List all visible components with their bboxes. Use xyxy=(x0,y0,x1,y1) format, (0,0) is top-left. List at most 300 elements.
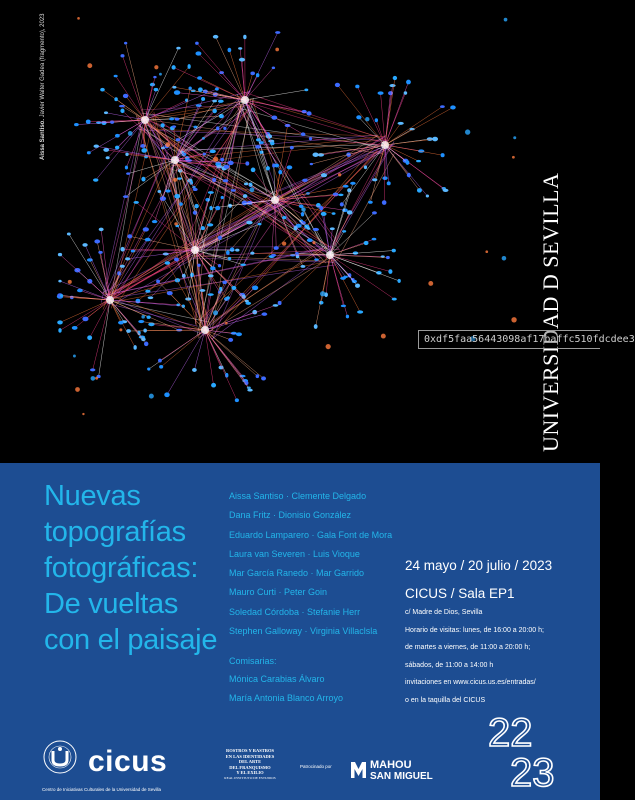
network-node xyxy=(192,368,197,372)
network-node xyxy=(405,160,409,165)
network-node xyxy=(343,185,349,188)
network-node xyxy=(313,228,319,231)
network-node xyxy=(152,220,158,223)
network-node xyxy=(285,124,291,127)
network-node xyxy=(175,278,180,282)
network-hub xyxy=(191,246,199,254)
network-node xyxy=(301,207,306,212)
artist-pair: Mauro Curti · Peter Goin xyxy=(229,587,328,598)
network-node xyxy=(98,251,102,254)
network-node xyxy=(230,247,235,252)
title-line: Nuevas xyxy=(44,480,141,512)
network-node xyxy=(392,249,396,253)
credit-artist: Aissa Santiso. xyxy=(40,118,46,160)
network-node xyxy=(144,342,148,347)
network-node xyxy=(123,94,128,98)
network-node xyxy=(173,178,177,182)
network-node xyxy=(338,173,341,176)
network-node xyxy=(223,179,229,182)
network-node xyxy=(198,87,203,92)
network-node xyxy=(347,210,353,214)
network-node xyxy=(60,294,63,297)
network-node xyxy=(147,368,150,371)
network-node xyxy=(100,88,105,92)
network-node xyxy=(174,257,179,261)
rostros-line: EN LAS IDENTIDADES xyxy=(225,753,275,759)
network-node xyxy=(126,172,130,174)
network-node xyxy=(256,374,259,378)
credit-work: Javier Walter Gadea (fragmento), 2023 xyxy=(40,13,46,118)
network-node xyxy=(382,200,387,205)
network-node xyxy=(208,274,214,277)
network-node xyxy=(321,173,327,177)
network-node xyxy=(127,234,132,238)
network-node xyxy=(246,221,252,225)
network-node xyxy=(87,335,92,340)
network-node xyxy=(174,90,180,95)
network-node xyxy=(382,176,387,180)
network-node xyxy=(153,76,156,78)
tickets-note: o en la taquilla del CICUS xyxy=(405,696,486,704)
network-node xyxy=(356,115,361,119)
network-node xyxy=(404,91,408,95)
exhibition-title xyxy=(44,478,219,658)
network-node xyxy=(172,86,176,89)
network-node xyxy=(227,48,231,53)
network-node xyxy=(218,100,224,103)
network-node xyxy=(335,83,340,87)
network-node xyxy=(120,109,124,114)
network-node xyxy=(398,122,404,125)
network-node xyxy=(271,254,276,257)
network-node xyxy=(333,192,339,196)
network-node xyxy=(87,151,91,154)
network-node xyxy=(282,216,286,219)
network-node xyxy=(120,265,125,268)
network-edges xyxy=(57,17,517,415)
network-node xyxy=(148,296,154,299)
network-node xyxy=(194,204,198,208)
hash-overlay-field[interactable]: 0xdf5faa56443098af17baffc510fdcdee3 xyxy=(418,330,600,349)
network-node xyxy=(141,315,145,319)
network-node xyxy=(216,126,219,130)
network-hub xyxy=(326,251,334,259)
cicus-subtitle: Centro de Iniciativas Culturales de la Universidad de Sevilla xyxy=(42,787,162,792)
network-node xyxy=(193,188,198,191)
mahou-text: MAHOU xyxy=(370,759,412,771)
network-hub xyxy=(201,326,209,334)
network-node xyxy=(115,146,119,150)
curator-name: Mónica Carabias Álvaro xyxy=(229,674,325,684)
network-node xyxy=(314,258,318,260)
network-node xyxy=(372,211,377,214)
network-node xyxy=(309,137,312,140)
network-node xyxy=(208,293,214,296)
network-node xyxy=(250,187,255,192)
network-node xyxy=(126,329,131,333)
network-node xyxy=(231,286,236,290)
network-node xyxy=(417,188,422,193)
network-node xyxy=(67,233,71,236)
network-node xyxy=(172,125,176,128)
network-node xyxy=(175,118,180,121)
network-node xyxy=(304,89,308,92)
network-node xyxy=(164,392,169,397)
network-node xyxy=(73,355,76,358)
network-node xyxy=(340,277,346,280)
network-node xyxy=(270,142,274,145)
network-node xyxy=(302,179,308,182)
hours-line: Horario de visitas: lunes, de 16:00 a 20:00 h; xyxy=(405,626,544,634)
artist-pair: Stephen Galloway · Virginia Villaclsla xyxy=(229,626,378,637)
photo-credit xyxy=(40,10,54,160)
curator-list xyxy=(229,674,343,712)
network-node xyxy=(513,136,516,139)
network-node xyxy=(332,212,336,215)
network-node xyxy=(119,328,122,331)
title-line: De vueltas xyxy=(44,588,179,620)
network-node xyxy=(274,246,279,250)
network-node xyxy=(223,127,226,130)
network-node xyxy=(242,201,248,206)
network-node xyxy=(94,239,100,243)
artist-pair: Dana Fritz · Dionisio González xyxy=(229,510,352,521)
network-node xyxy=(301,132,306,136)
network-node xyxy=(213,310,218,315)
network-node xyxy=(252,285,258,290)
network-node xyxy=(93,178,98,181)
mahou-m-icon xyxy=(350,759,367,779)
network-node xyxy=(82,413,84,415)
network-node xyxy=(228,257,231,260)
rostros-line: Y EL EXILIO xyxy=(236,770,264,775)
network-node xyxy=(165,142,170,147)
network-node xyxy=(125,166,128,170)
network-node xyxy=(224,165,230,169)
network-node xyxy=(313,241,316,244)
network-node xyxy=(364,165,367,169)
network-node xyxy=(416,160,421,162)
network-node xyxy=(174,222,177,225)
network-node xyxy=(68,280,72,284)
network-node xyxy=(278,170,282,175)
network-node xyxy=(256,73,260,77)
exhibition-dates: 24 mayo / 20 julio / 2023 xyxy=(405,558,553,573)
network-node xyxy=(321,212,327,216)
network-node xyxy=(258,223,262,226)
network-node xyxy=(251,168,256,173)
network-node xyxy=(441,153,445,157)
network-node xyxy=(179,202,183,205)
network-node xyxy=(262,312,268,315)
network-node xyxy=(228,161,234,166)
network-node xyxy=(341,305,346,308)
network-node xyxy=(195,42,199,45)
network-node xyxy=(282,241,286,245)
network-node xyxy=(504,18,508,22)
network-node xyxy=(95,377,98,380)
network-node xyxy=(106,156,110,159)
network-node xyxy=(58,253,62,256)
network-node xyxy=(427,137,433,141)
network-node xyxy=(119,105,125,108)
network-node xyxy=(245,161,249,165)
network-node xyxy=(273,304,279,307)
network-node xyxy=(218,236,222,240)
network-node xyxy=(426,195,429,198)
curator-name: María Antonia Blanco Arroyo xyxy=(229,693,344,703)
network-node xyxy=(158,359,162,363)
network-node xyxy=(72,326,78,330)
network-node xyxy=(238,47,242,50)
network-hub xyxy=(381,141,389,149)
rostros-logo xyxy=(213,748,287,781)
year-mark xyxy=(480,704,570,794)
university-seal-icon xyxy=(42,739,78,775)
network-node xyxy=(387,181,391,185)
network-node xyxy=(250,72,255,76)
network-node xyxy=(172,65,176,69)
network-node xyxy=(141,177,145,182)
network-node xyxy=(196,104,202,107)
university-name: UNIVERSIDAD D SEVILLA xyxy=(538,172,563,452)
network-node xyxy=(295,252,299,255)
network-node xyxy=(340,202,344,206)
network-node xyxy=(99,228,104,232)
rostros-line: DEL FRANQUISMO xyxy=(229,764,271,770)
network-node xyxy=(450,105,456,109)
network-node xyxy=(219,114,224,118)
network-node xyxy=(226,296,230,299)
mahou-logo xyxy=(350,756,433,786)
network-node xyxy=(75,387,80,392)
network-node xyxy=(87,63,92,68)
network-hub xyxy=(271,196,279,204)
network-node xyxy=(320,291,325,296)
network-node xyxy=(393,76,397,80)
artist-pair: Soledad Córdoba · Stefanie Herr xyxy=(229,606,361,617)
network-node xyxy=(82,317,88,322)
network-node xyxy=(120,54,124,57)
cicus-wordmark: cicus xyxy=(88,745,168,778)
network-node xyxy=(165,189,170,192)
network-node xyxy=(124,42,127,45)
network-node xyxy=(245,302,251,305)
network-node xyxy=(465,129,470,134)
network-node xyxy=(266,166,270,170)
network-node xyxy=(355,85,359,89)
network-node xyxy=(125,153,128,157)
network-node xyxy=(350,182,356,185)
network-node xyxy=(432,137,438,142)
network-node xyxy=(169,118,174,121)
network-node xyxy=(213,35,219,39)
network-node xyxy=(485,250,488,253)
network-node xyxy=(388,269,392,274)
network-node xyxy=(128,131,133,136)
artist-pair: Eduardo Lamparero · Gala Font de Mora xyxy=(229,529,393,540)
network-node xyxy=(342,230,346,232)
network-node xyxy=(207,223,213,226)
network-node xyxy=(176,47,180,50)
network-node xyxy=(406,80,411,85)
network-node xyxy=(143,328,147,332)
network-node xyxy=(250,252,254,255)
network-node xyxy=(176,138,181,141)
network-node xyxy=(209,206,212,210)
network-node xyxy=(338,194,343,196)
exhibition-venue: CICUS / Sala EP1 xyxy=(405,586,515,601)
network-node xyxy=(326,344,331,349)
network-node xyxy=(154,88,159,91)
network-node xyxy=(301,212,304,217)
network-node xyxy=(368,201,373,204)
rostros-line: DEL ARTE xyxy=(238,759,262,764)
network-node xyxy=(197,264,200,267)
network-node xyxy=(330,227,335,230)
network-node xyxy=(443,189,449,192)
network-node xyxy=(372,238,377,241)
network-node xyxy=(226,250,230,255)
sanmiguel-text: SAN MIGUEL xyxy=(370,771,433,782)
network-node xyxy=(511,317,516,322)
rostros-line: ROSTROS Y RASTROS xyxy=(226,748,274,753)
network-node xyxy=(222,281,227,285)
network-node xyxy=(512,156,515,159)
network-node xyxy=(310,163,313,165)
network-node xyxy=(58,280,61,283)
network-node xyxy=(77,17,80,20)
network-hub xyxy=(141,116,149,124)
network-node xyxy=(133,345,136,350)
network-node xyxy=(118,321,124,325)
network-node xyxy=(243,35,246,39)
network-node xyxy=(307,238,313,242)
network-node xyxy=(235,398,239,402)
network-node xyxy=(212,109,216,113)
network-node xyxy=(287,165,293,169)
network-node xyxy=(440,105,445,108)
network-node xyxy=(140,144,145,148)
network-node xyxy=(247,389,252,392)
network-node xyxy=(188,86,191,90)
cicus-logo xyxy=(42,735,168,795)
network-node xyxy=(82,243,87,247)
network-node xyxy=(278,301,282,305)
network-node xyxy=(236,332,242,336)
network-node xyxy=(154,65,158,69)
network-node xyxy=(90,368,95,371)
network-node xyxy=(104,111,108,114)
network-node xyxy=(165,261,170,264)
network-node xyxy=(156,280,160,284)
network-node xyxy=(212,178,216,182)
network-node xyxy=(123,195,129,198)
network-node xyxy=(114,75,118,78)
network-node xyxy=(138,320,144,323)
network-node xyxy=(160,123,164,127)
network-node xyxy=(115,134,120,138)
network-node xyxy=(201,226,205,230)
hours-line: de martes a viernes, de 11:00 a 20:00 h; xyxy=(405,644,531,651)
sponsor-label: Patrocinado por xyxy=(300,764,332,769)
network-node xyxy=(275,31,280,34)
network-node xyxy=(357,310,363,313)
network-node xyxy=(407,173,411,178)
network-node xyxy=(346,315,349,319)
network-node xyxy=(220,158,224,162)
network-node xyxy=(218,264,221,267)
title-line: con el paisaje xyxy=(44,624,218,656)
network-node xyxy=(228,338,233,342)
network-node xyxy=(149,394,154,399)
network-node xyxy=(381,334,386,339)
network-node xyxy=(275,48,279,52)
year-top: 22 xyxy=(488,711,533,755)
network-node xyxy=(58,328,61,333)
network-node xyxy=(319,206,323,210)
network-node xyxy=(202,137,205,140)
network-node xyxy=(211,383,216,388)
network-node xyxy=(256,138,261,141)
hours-line: sábados, de 11:00 a 14:00 h xyxy=(405,661,494,669)
network-node xyxy=(210,150,216,153)
network-node xyxy=(141,148,147,153)
network-node xyxy=(215,206,220,210)
network-node xyxy=(272,67,275,70)
network-node xyxy=(221,196,224,199)
network-node xyxy=(145,238,151,242)
network-node xyxy=(143,227,149,231)
university-wordmark xyxy=(538,172,568,452)
network-node xyxy=(57,320,63,324)
network-node xyxy=(210,266,215,270)
network-node xyxy=(157,190,161,193)
network-node xyxy=(307,111,312,115)
network-node xyxy=(386,256,390,259)
artist-pair: Aissa Santiso · Clemente Delgado xyxy=(229,491,367,501)
network-node xyxy=(147,316,151,319)
network-node xyxy=(428,281,433,286)
network-node xyxy=(261,376,266,380)
network-node xyxy=(200,289,206,292)
network-hub xyxy=(241,96,249,104)
network-node xyxy=(213,157,218,162)
visit-info xyxy=(405,609,544,714)
network-hub xyxy=(171,156,179,164)
network-node xyxy=(372,178,377,181)
network-node xyxy=(243,194,248,198)
network-node xyxy=(240,264,246,267)
network-node xyxy=(389,84,395,87)
network-node xyxy=(244,182,248,185)
network-node xyxy=(364,241,369,245)
artist-pair: Laura van Severen · Luis Vioque xyxy=(229,548,360,559)
network-node xyxy=(94,145,99,148)
network-node xyxy=(235,249,239,252)
network-hub xyxy=(106,296,114,304)
network-node xyxy=(225,322,228,325)
tickets-link[interactable]: invitaciones en www.cicus.us.es/entradas/ xyxy=(405,679,536,686)
network-node xyxy=(86,120,91,124)
curators-heading: Comisarias: xyxy=(229,656,277,666)
network-node xyxy=(125,257,130,260)
network-node xyxy=(133,201,138,204)
network-node xyxy=(74,123,79,126)
network-node xyxy=(502,256,507,261)
network-node xyxy=(96,121,101,124)
network-node xyxy=(159,365,163,369)
